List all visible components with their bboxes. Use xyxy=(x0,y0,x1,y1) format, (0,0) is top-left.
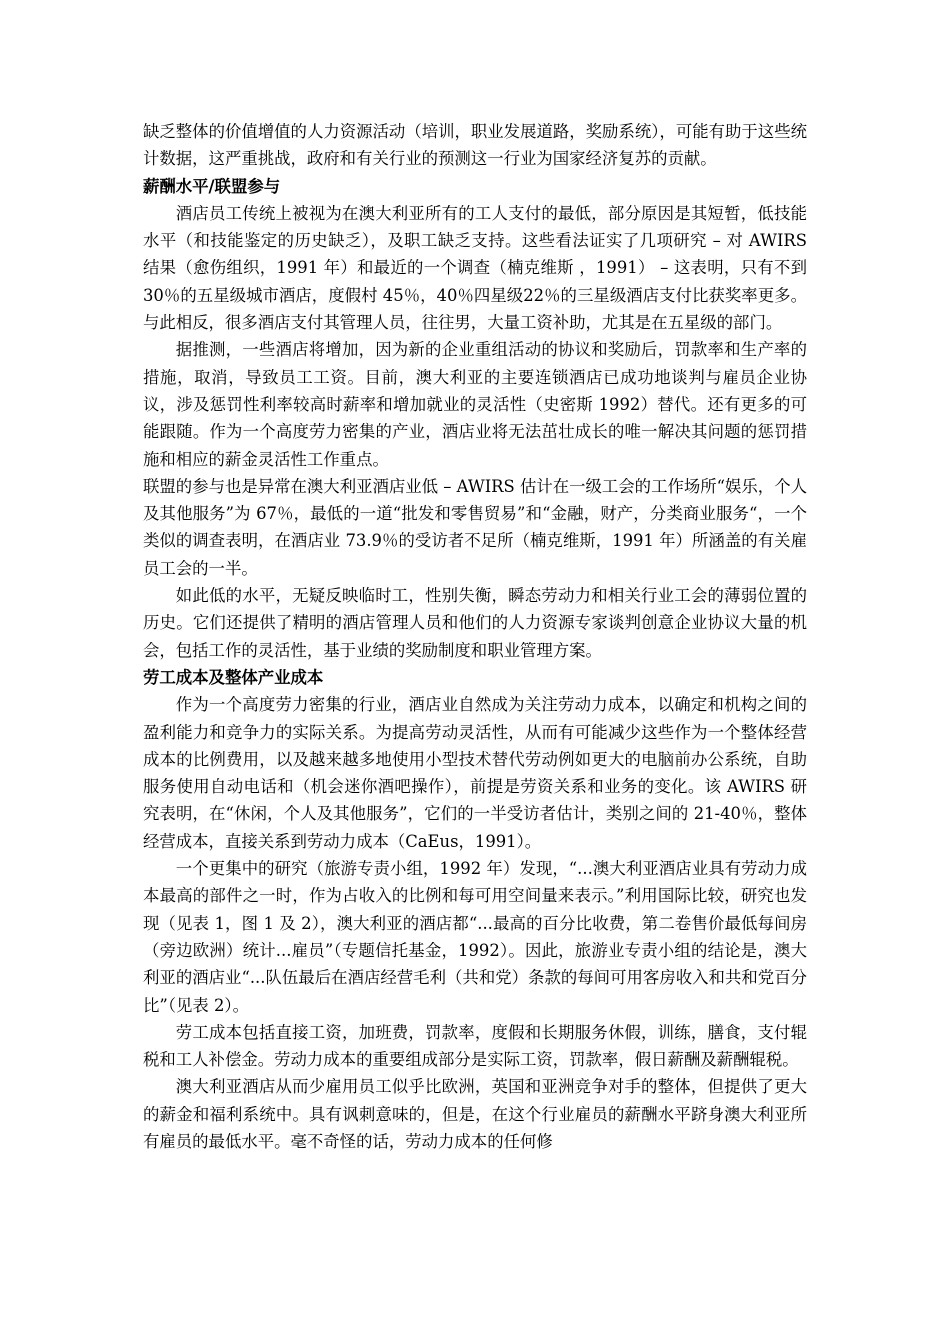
paragraph-union-participation: 联盟的参与也是异常在澳大利亚酒店业低 – AWIRS 估计在一级工会的工作场所“娱乐，个人及其他服务”为 67％，最低的一道“批发和零售贸易”和“金融，财产，分类商业服务“，一个类似的调查表明，在酒店业 73.9％的受访者不足所（楠克维斯，1991 年）所涵盖的有关雇员工会的一半。 xyxy=(143,476,807,578)
document-body xyxy=(143,118,807,1155)
paragraph-tourism-taskforce: 一个更集中的研究（旅游专责小组，1992 年）发现，“...澳大利亚酒店业具有劳动力成本最高的部件之一时，作为占收入的比例和每可用空间量来表示。”利用国际比较，研究也发现（见表 1，图 1 及 2），澳大利亚的酒店都“...最高的百分比收费，第二卷售价最低每间房（旁边欧洲）统计...雇员”（专题信托基金，1992）。因此，旅游业专责小组的结论是，澳大利亚的酒店业“...队伍最后在酒店经营毛利（共和党）条款的每间可用客房收入和共和党百分比”（见表 2）。 xyxy=(143,859,807,1015)
paragraph-labour-intensive: 作为一个高度劳力密集的行业，酒店业自然成为关注劳动力成本，以确定和机构之间的盈利能力和竞争力的实际关系。为提高劳动灵活性，从而有可能减少这些作为一个整体经营成本的比例费用，以及越来越多地使用小型技术替代劳动例如更大的电脑前办公系统，自助服务使用自动电话和（机会迷你酒吧操作），前提是劳资关系和业务的变化。该 AWIRS 研究表明，在“休闲，个人及其他服务”，它们的一半受访者估计，类别之间的 21-40％，整体经营成本，直接关系到劳动力成本（CaEus，1991）。 xyxy=(143,695,807,851)
paragraph-low-levels: 如此低的水平，无疑反映临时工，性别失衡，瞬态劳动力和相关行业工会的薄弱位置的历史。它们还提供了精明的酒店管理人员和他们的人力资源专家谈判创意企业协议大量的机会，包括工作的灵活性，基于业绩的奖励制度和职业管理方案。 xyxy=(143,586,807,660)
paragraph-enterprise-agreements: 据推测，一些酒店将增加，因为新的企业重组活动的协议和奖励后，罚款率和生产率的措施，取消，导致员工工资。目前，澳大利亚的主要连锁酒店已成功地谈判与雇员企业协议，涉及惩罚性利率较高时薪率和增加就业的灵活性（史密斯 1992）替代。还有更多的可能跟随。作为一个高度劳力密集的产业，酒店业将无法茁壮成长的唯一解决其问题的惩罚措施和相应的薪金灵活性工作重点。 xyxy=(143,340,807,469)
paragraph-intro: 缺乏整体的价值增值的人力资源活动（培训，职业发展道路，奖励系统），可能有助于这些统计数据，这严重挑战，政府和有关行业的预测这一行业为国家经济复苏的贡献。 xyxy=(143,122,807,169)
heading-labour-costs: 劳工成本及整体产业成本 xyxy=(143,667,324,687)
paragraph-wages-studies: 酒店员工传统上被视为在澳大利亚所有的工人支付的最低，部分原因是其短暂，低技能水平（和技能鉴定的历史缺乏），及职工缺乏支持。这些看法证实了几项研究 – 对 AWIRS 结果（愈伤组织，1991 年）和最近的一个调查（楠克维斯 ，1991） – 这表明，只有不到 30％的五星级城市酒店，度假村 45％，40％四星级22％的三星级酒店支付比获奖率更多。与此相反，很多酒店支付其管理人员，往往男，大量工资补助，尤其是在五星级的部门。 xyxy=(143,203,807,333)
paragraph-cost-components: 劳工成本包括直接工资，加班费，罚款率，度假和长期服务休假，训练，膳食，支付辊税和工人补偿金。劳动力成本的重要组成部分是实际工资，罚款率，假日薪酬及薪酬辊税。 xyxy=(143,1022,807,1070)
paragraph-employment-comparison: 澳大利亚酒店从而少雇用员工似乎比欧洲，英国和亚洲竞争对手的整体，但提供了更大的薪金和福利系统中。具有讽刺意味的，但是，在这个行业雇员的薪酬水平跻身澳大利亚所有雇员的最低水平。毫不奇怪的话，劳动力成本的任何修 xyxy=(143,1077,807,1151)
heading-wages-union: 薪酬水平/联盟参与 xyxy=(143,176,281,196)
